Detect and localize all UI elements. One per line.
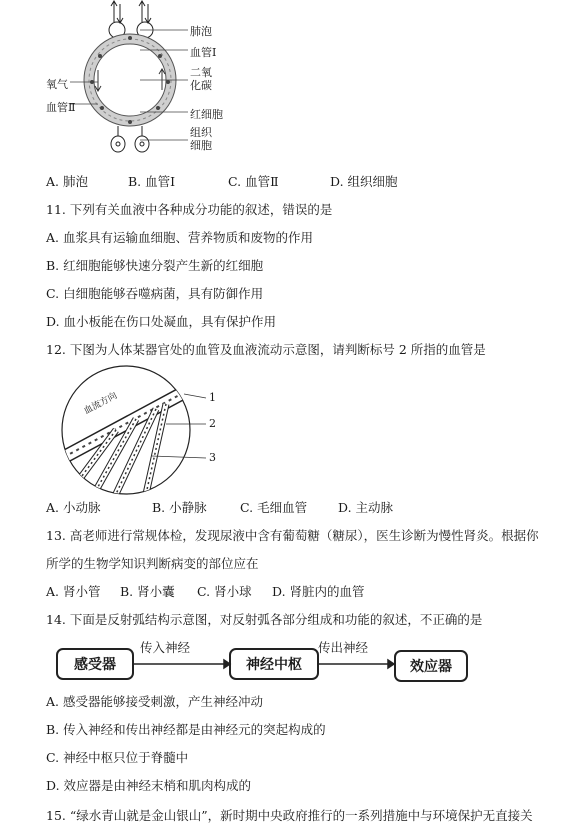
q13-option-d: D. 肾脏内的血管 (272, 584, 365, 599)
arrow-label-afferent: 传入神经 (140, 640, 191, 655)
q11-option-c: C. 白细胞能够吞噬病菌，具有防御作用 (46, 286, 264, 301)
q12-stem: 12. 下图为人体某器官处的血管及血液流动示意图，请判断标号 2 所指的血管是 (46, 342, 486, 357)
q11-option-a: A. 血浆具有运输血细胞、营养物质和废物的作用 (46, 230, 313, 245)
blood-vessel-figure (56, 364, 216, 496)
marker-2: 2 (209, 417, 216, 430)
arrow-label-efferent: 传出神经 (318, 640, 369, 655)
marker-1: 1 (209, 391, 216, 404)
q13-option-c: C. 肾小球 (197, 584, 252, 599)
q10-option-c: C. 血管Ⅱ (228, 174, 279, 189)
q10-option-b: B. 血管Ⅰ (128, 174, 176, 189)
q13-option-a: A. 肾小管 (46, 584, 101, 599)
label-alveolus: 肺泡 (190, 25, 212, 38)
q12-option-d: D. 主动脉 (338, 500, 394, 515)
q11-option-d: D. 血小板能在伤口处凝血，具有保护作用 (46, 314, 277, 329)
q15-stem: 15. “绿水青山就是金山银山”，新时期中央政府推行的一系列措施中与环境保护无直接关 (46, 808, 533, 823)
label-tissue-cell: 组织 细胞 (190, 126, 212, 152)
marker-3: 3 (209, 451, 216, 464)
label-vessel-2: 血管Ⅱ (46, 101, 76, 114)
q13-option-b: B. 肾小囊 (120, 584, 175, 599)
alveolus-leader-lines (140, 0, 190, 158)
q14-option-d: D. 效应器是由神经末梢和肌肉构成的 (46, 778, 252, 793)
q11-stem: 11. 下列有关血液中各种成分功能的叙述，错误的是 (46, 202, 333, 217)
flow-direction-label: 血流方向 (82, 390, 119, 417)
q14-option-b: B. 传入神经和传出神经都是由神经元的突起构成的 (46, 722, 326, 737)
q14-option-c: C. 神经中枢只位于脊髓中 (46, 750, 189, 765)
q12-option-c: C. 毛细血管 (240, 500, 308, 515)
reflex-box-effector: 效应器 (394, 650, 468, 682)
reflex-box-receptor: 感受器 (56, 648, 134, 680)
q14-option-a: A. 感受器能够接受刺激，产生神经冲动 (46, 694, 263, 709)
label-oxygen: 氧气 (46, 78, 68, 91)
q14-stem: 14. 下面是反射弧结构示意图，对反射弧各部分组成和功能的叙述，不正确的是 (46, 612, 483, 627)
label-co2: 二氧 化碳 (190, 66, 212, 92)
reflex-box-center: 神经中枢 (229, 648, 319, 680)
q11-option-b: B. 红细胞能够快速分裂产生新的红细胞 (46, 258, 264, 273)
q10-option-a: A. 肺泡 (46, 174, 88, 189)
q10-option-d: D. 组织细胞 (330, 174, 398, 189)
q12-option-a: A. 小动脉 (46, 500, 101, 515)
label-vessel-1: 血管Ⅰ (190, 46, 217, 59)
q13-stem-line1: 13. 高老师进行常规体检，发现尿液中含有葡萄糖（糖尿），医生诊断为慢性肾炎。根据你 (46, 528, 539, 543)
reflex-arrows (130, 655, 400, 675)
q13-stem-line2: 所学的生物学知识判断病变的部位应在 (46, 556, 259, 571)
q12-option-b: B. 小静脉 (152, 500, 207, 515)
label-rbc: 红细胞 (190, 108, 223, 121)
